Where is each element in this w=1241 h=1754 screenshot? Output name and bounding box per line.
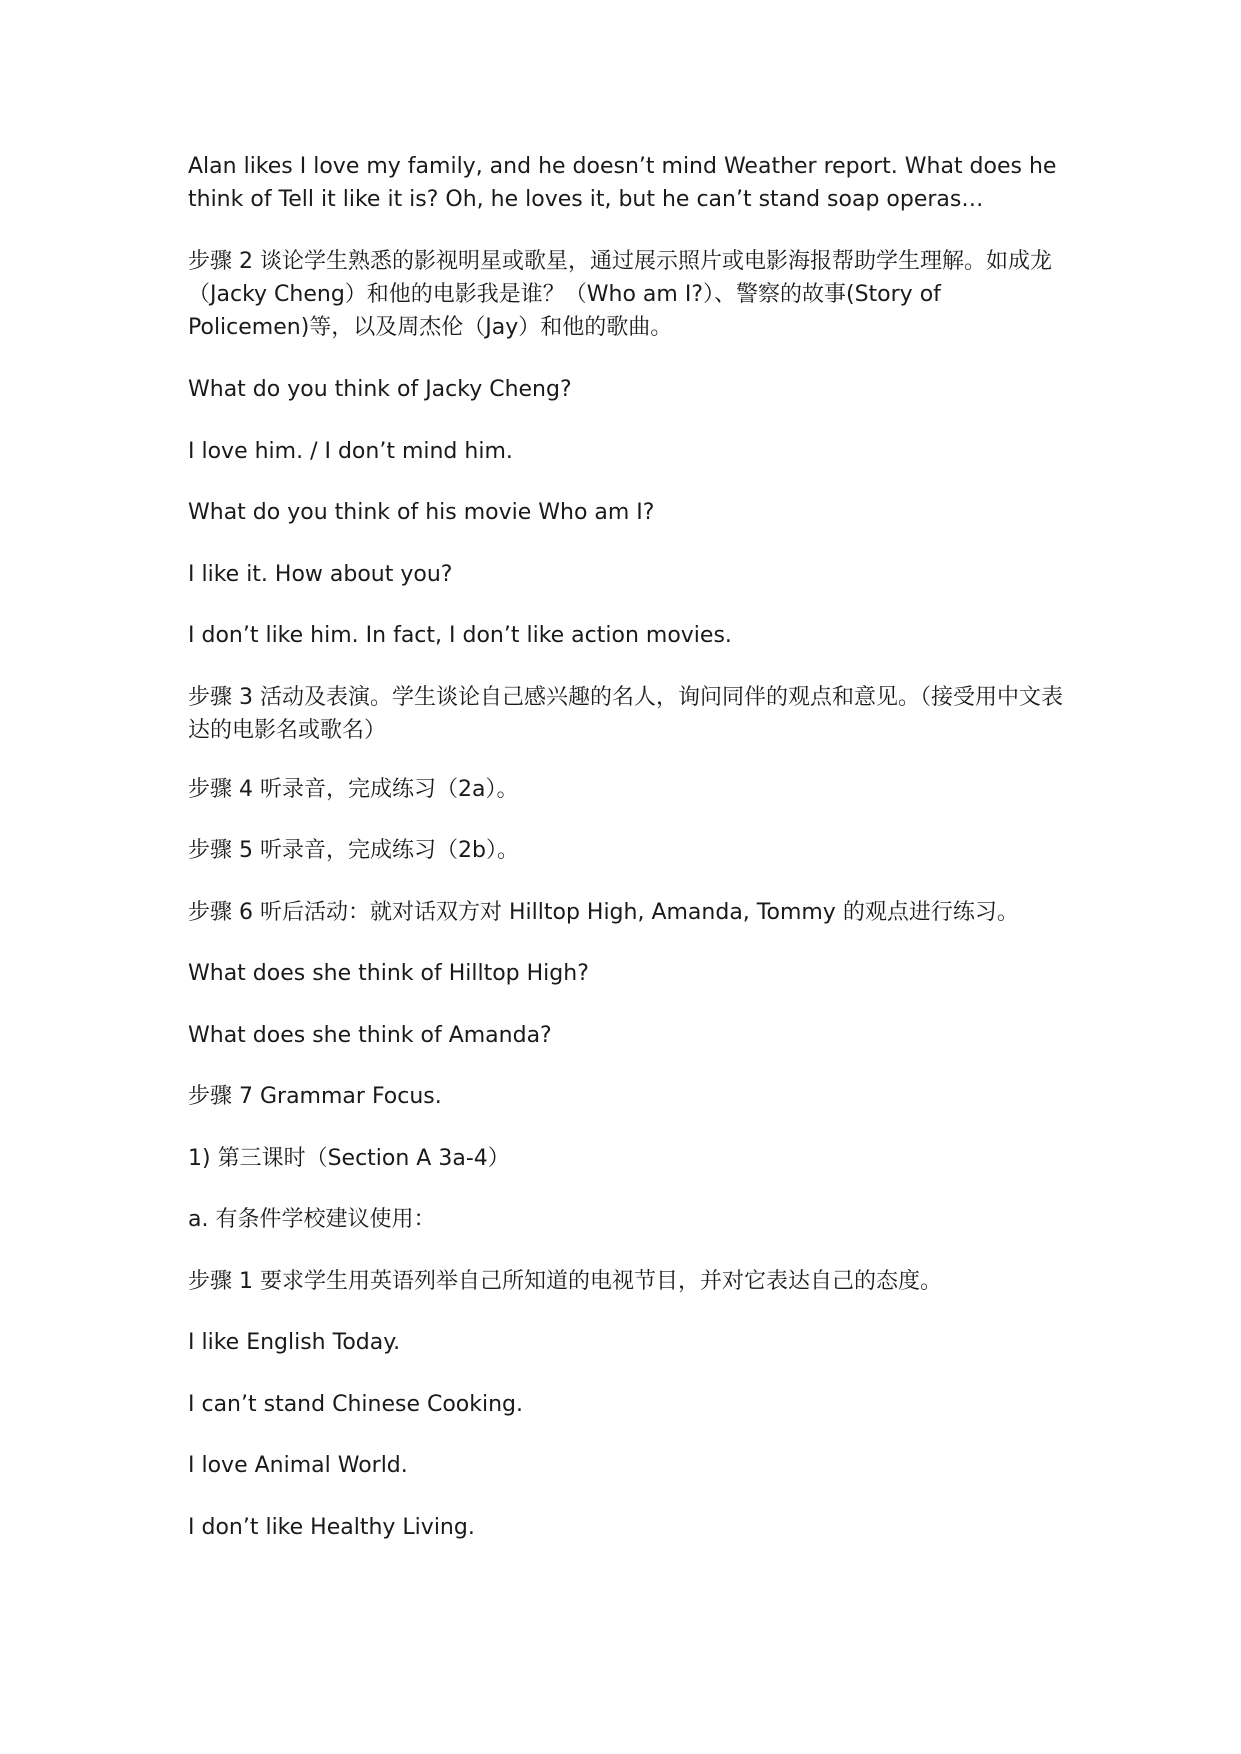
- paragraph-alan-likes: Alan likes I love my family, and he doesn’t mind Weather report. What does he think of Tell it like it is? Oh, he loves it, but he can’t stand soap operas…: [188, 154, 1057, 212]
- question-hilltop-high: What does she think of Hilltop High?: [188, 961, 589, 986]
- answer-love-him: I love him. / I don’t mind him.: [188, 439, 513, 464]
- paragraph-step-5: 步骤 5 听录音，完成练习（2b）。: [188, 838, 519, 863]
- question-movie-who-am-i: What do you think of his movie Who am I?: [188, 500, 655, 525]
- paragraph-step-3: 步骤 3 活动及表演。学生谈论自己感兴趣的名人，询问同伴的观点和意见。（接受用中文表达的电影名或歌名）: [188, 685, 1063, 743]
- paragraph-step-7: 步骤 7 Grammar Focus.: [188, 1084, 442, 1109]
- example-chinese-cooking: I can’t stand Chinese Cooking.: [188, 1392, 524, 1417]
- example-animal-world: I love Animal World.: [188, 1453, 408, 1478]
- subheading-conditional-use: a. 有条件学校建议使用：: [188, 1207, 436, 1232]
- paragraph-step-1: 步骤 1 要求学生用英语列举自己所知道的电视节目，并对它表达自己的态度。: [188, 1269, 942, 1294]
- paragraph-step-2: 步骤 2 谈论学生熟悉的影视明星或歌星，通过展示照片或电影海报帮助学生理解。如成龙（Jacky Cheng）和他的电影我是谁？（Who am I?）、警察的故事(Story of Policemen)等，以及周杰伦（Jay）和他的歌曲。: [188, 249, 1052, 340]
- question-amanda: What does she think of Amanda?: [188, 1023, 552, 1048]
- paragraph-step-4: 步骤 4 听录音，完成练习（2a）。: [188, 777, 519, 802]
- paragraph-step-6: 步骤 6 听后活动：就对话双方对 Hilltop High, Amanda, Tommy 的观点进行练习。: [188, 900, 1019, 925]
- answer-dont-like-him: I don’t like him. In fact, I don’t like action movies.: [188, 623, 732, 648]
- example-healthy-living: I don’t like Healthy Living.: [188, 1515, 475, 1540]
- example-english-today: I like English Today.: [188, 1330, 401, 1355]
- answer-like-it: I like it. How about you?: [188, 562, 453, 587]
- heading-third-lesson: 1) 第三课时（Section A 3a-4）: [188, 1146, 510, 1171]
- question-jacky-cheng: What do you think of Jacky Cheng?: [188, 377, 572, 402]
